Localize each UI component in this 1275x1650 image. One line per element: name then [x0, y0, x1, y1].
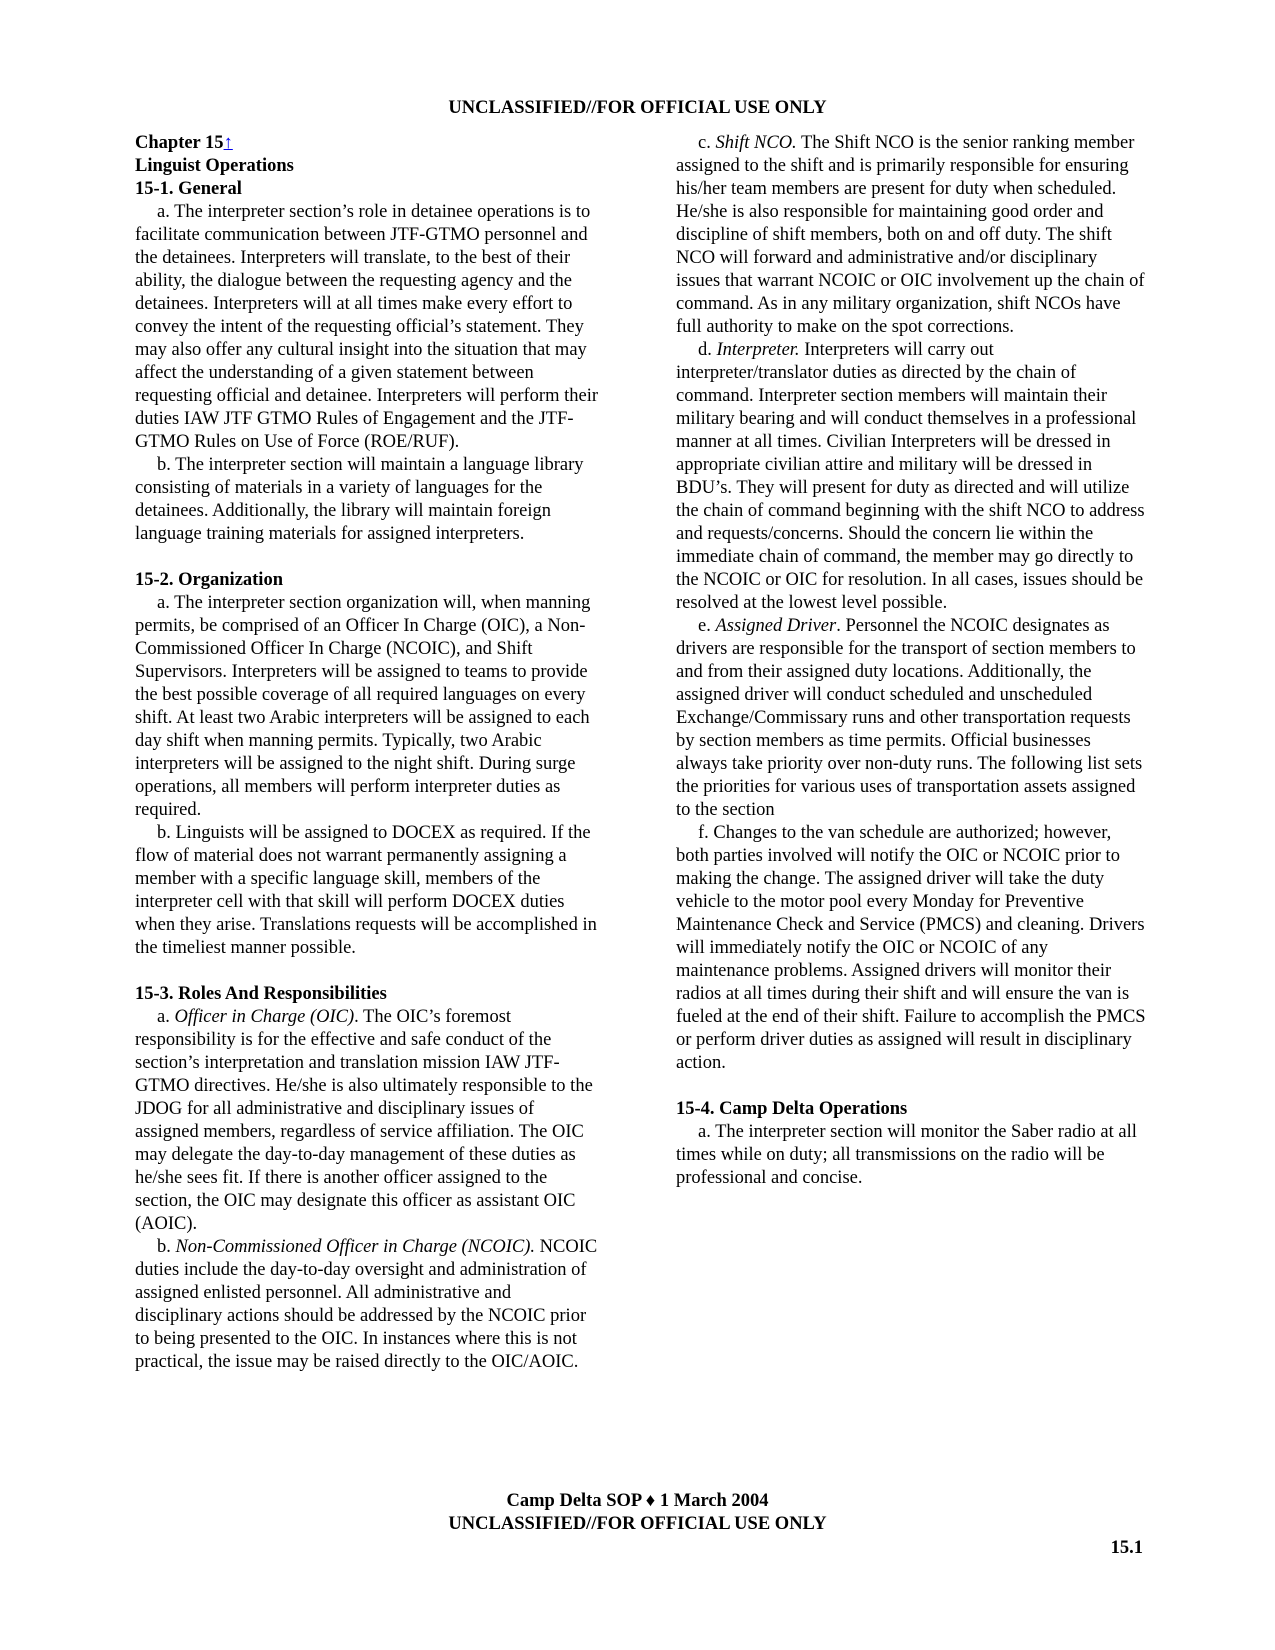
spacer [135, 960, 601, 983]
left-column [135, 132, 601, 1374]
spacer [676, 1075, 1146, 1098]
para-body: NCOIC duties include the day-to-day oversight and administration of assigned enlisted personnel. All administrative and disciplinary actions should be addressed by the NCOIC prior to being presented to the OIC. In instances where this is not practical, the issue may be raised directly to the OIC/AOIC. [135, 1237, 598, 1372]
para-body: . The OIC’s foremost responsibility is for the effective and safe conduct of the section’s interpretation and translation mission IAW JTF-GTMO directives. He/she is also ultimately responsible to the JDOG for all administrative and disciplinary issues of assigned members, regardless of service affiliation. The OIC may delegate the day-to-day management of these duties as he/she sees fit. If there is another officer assigned to the section, the OIC may designate this officer as assistant OIC (AOIC). [135, 1007, 593, 1234]
chapter-heading [135, 132, 601, 155]
spacer [135, 546, 601, 569]
page-number: 15.1 [1110, 1538, 1143, 1558]
para-15-3-b [135, 1236, 601, 1374]
para-prefix: e. [698, 616, 716, 636]
para-prefix: a. [157, 1007, 175, 1027]
section-15-2-heading: 15-2. Organization [135, 570, 283, 590]
para-body: The Shift NCO is the senior ranking member assigned to the shift and is primarily responsible for ensuring his/her team members are present for duty when scheduled. He/she is also responsible for maintaining good order and discipline of shift members, both on and off duty. The shift NCO will forward and administrative and/or disciplinary issues that warrant NCOIC or OIC involvement up the chain of command. As in any military organization, shift NCOs have full authority to make on the spot corrections. [676, 133, 1145, 337]
para-body: . Personnel the NCOIC designates as drivers are responsible for the transport of section members to and from their assigned duty locations. Additionally, the assigned driver will conduct scheduled and unscheduled Exchange/Commissary runs and other transportation requests by section members as time permits. Official businesses always take priority over non-duty runs. The following list sets the priorities for various uses of transportation assets assigned to the section [676, 616, 1143, 820]
classification-header: UNCLASSIFIED//FOR OFFICIAL USE ONLY [448, 98, 827, 118]
classification-footer: UNCLASSIFIED//FOR OFFICIAL USE ONLY [448, 1514, 827, 1534]
para-15-3-c [676, 132, 1146, 339]
section-15-4-heading: 15-4. Camp Delta Operations [676, 1099, 908, 1119]
para-15-3-d [676, 339, 1146, 615]
role-title-interpreter: Interpreter. [716, 340, 800, 360]
back-to-top-link[interactable]: ↑ [223, 133, 233, 153]
role-title-ncoic: Non-Commissioned Officer in Charge (NCOIC). [175, 1237, 536, 1257]
right-column [676, 132, 1146, 1190]
para-15-2-b: b. Linguists will be assigned to DOCEX as required. If the flow of material does not warrant permanently assigning a member with a specific language skill, members of the interpreter cell with that skill will perform DOCEX duties when they arise. Translations requests will be accomplished in the timeliest manner possible. [135, 823, 597, 958]
para-body: Interpreters will carry out interpreter/translator duties as directed by the chain of command. Interpreter section members will maintain their military bearing and will conduct themselves in a professional manner at all times. Civilian Interpreters will be dressed in appropriate civilian attire and military will be dressed in BDU’s. They will present for duty as directed and will utilize the chain of command beginning with the shift NCO to address and requests/concerns. Should the concern lie within the immediate chain of command, the member may go directly to the NCOIC or OIC for resolution. In all cases, issues should be resolved at the lowest level possible. [676, 340, 1145, 613]
para-15-1-b: b. The interpreter section will maintain a language library consisting of materials in a variety of languages for the detainees. Additionally, the library will maintain foreign language training materials for assigned interpreters. [135, 455, 584, 544]
section-15-1-heading: 15-1. General [135, 179, 242, 199]
page-footer [0, 1490, 1275, 1536]
role-title-oic: Officer in Charge (OIC) [174, 1007, 355, 1027]
para-prefix: b. [157, 1237, 176, 1257]
role-title-assigned-driver: Assigned Driver [715, 616, 837, 636]
para-15-3-f: f. Changes to the van schedule are authorized; however, both parties involved will notify the OIC or NCOIC prior to making the change. The assigned driver will take the duty vehicle to the motor pool every Monday for Preventive Maintenance Check and Service (PMCS) and cleaning. Drivers will immediately notify the OIC or NCOIC of any maintenance problems. Assigned drivers will monitor their radios at all times during their shift and will ensure the van is fueled at the end of their shift. Failure to accomplish the PMCS or perform driver duties as assigned will result in disciplinary action. [676, 823, 1146, 1073]
chapter-label: Chapter 15 [135, 133, 224, 153]
section-15-3-heading: 15-3. Roles And Responsibilities [135, 984, 387, 1004]
para-prefix: d. [698, 340, 717, 360]
para-15-2-a: a. The interpreter section organization will, when manning permits, be comprised of an Officer In Charge (OIC), a Non-Commissioned Officer In Charge (NCOIC), and Shift Supervisors. Interpreters will be assigned to teams to provide the best possible coverage of all required languages on every shift. At least two Arabic interpreters will be assigned to each day shift when manning permits. Typically, two Arabic interpreters will be assigned to the night shift. During surge operations, all members will perform interpreter duties as required. [135, 593, 591, 820]
role-title-shift-nco: Shift NCO. [715, 133, 797, 153]
chapter-title: Linguist Operations [135, 156, 294, 176]
para-15-3-a [135, 1006, 601, 1236]
para-15-3-e [676, 615, 1146, 822]
para-prefix: c. [698, 133, 716, 153]
para-15-4-a: a. The interpreter section will monitor the Saber radio at all times while on duty; all transmissions on the radio will be professional and concise. [676, 1122, 1137, 1188]
para-15-1-a: a. The interpreter section’s role in detainee operations is to facilitate communication between JTF-GTMO personnel and the detainees. Interpreters will translate, to the best of their ability, the dialogue between the requesting agency and the detainees. Interpreters will at all times make every effort to convey the intent of the requesting official’s statement. They may also offer any cultural insight into the situation that may affect the understanding of a given statement between requesting official and detainee. Interpreters will perform their duties IAW JTF GTMO Rules of Engagement and the JTF-GTMO Rules on Use of Force (ROE/RUF). [135, 202, 598, 452]
footer-document-title: Camp Delta SOP ♦ 1 March 2004 [506, 1491, 769, 1511]
